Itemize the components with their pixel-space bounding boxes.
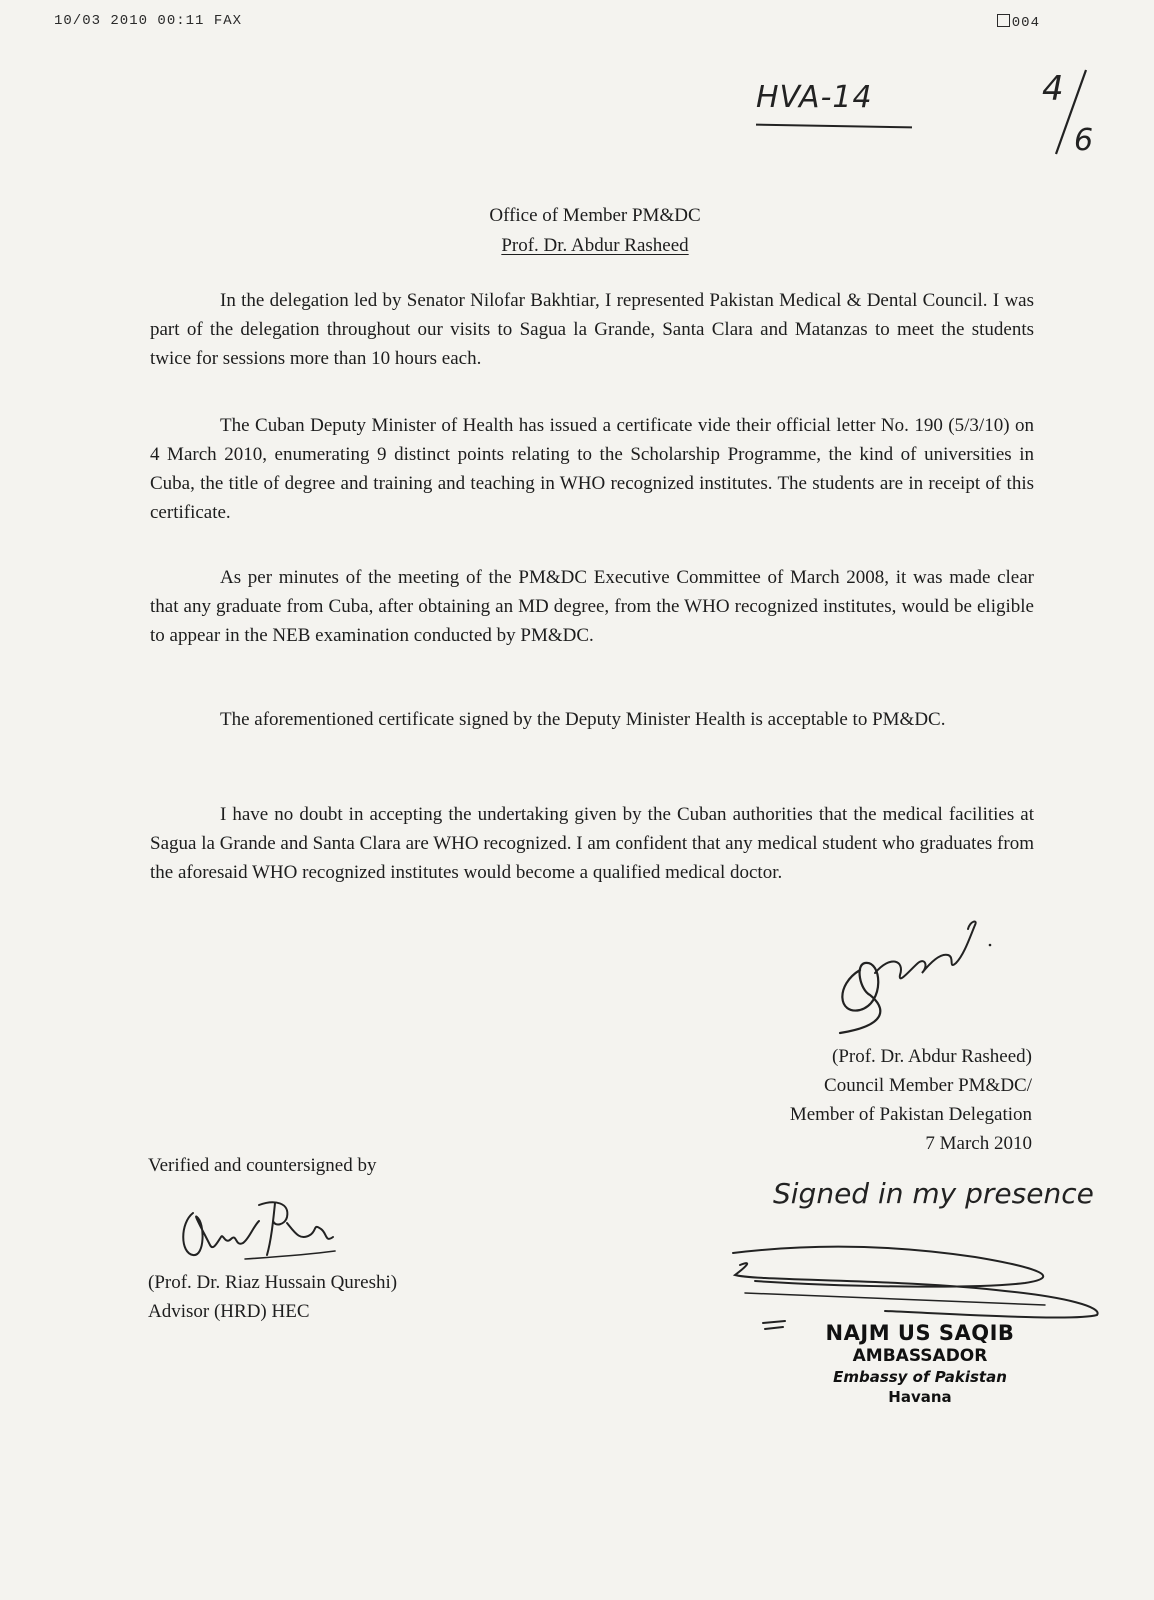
fax-transmission-header: 10/03 2010 00:11 FAX [54,13,243,29]
paragraph-delegation [150,286,1034,373]
fax-page-number-value: 004 [1011,15,1040,31]
signatory-date: 7 March 2010 [925,1133,1032,1154]
verifier-title: Advisor (HRD) HEC [148,1301,310,1322]
fraction-denominator: 6 [1074,123,1094,157]
fax-checkbox-icon [997,14,1010,27]
paragraph-text: I have no doubt in accepting the undertaking given by the Cuban authorities that the medical facilities at Sagua la Grande and Santa Clara are WHO recognized. I am confident that any medical student who graduates from the aforesaid WHO recognized institutes would become a qualified medical doctor. [150,804,1034,883]
fraction-numerator: 4 [1042,69,1064,109]
stamp-city: Havana [888,1388,952,1406]
verification-label: Verified and countersigned by [148,1155,377,1176]
handwritten-reference: HVA-14 [756,80,873,115]
office-holder-name-text: Prof. Dr. Abdur Rasheed [501,235,689,256]
stamp-designation: AMBASSADOR [852,1346,988,1366]
paragraph-text: As per minutes of the meeting of the PM&DC Executive Committee of March 2008, it was made clear that any graduate from Cuba, after obtaining an MD degree, from the WHO recognized institutes, would be eligible to appear in the NEB examination conducted by PM&DC. [150,567,1034,646]
paragraph-text: In the delegation led by Senator Nilofar Bakhtiar, I represented Pakistan Medical & Dental Council. I was part of the delegation throughout our visits to Sagua la Grande, Santa Clara and Matanzas to meet the students twice for sessions more than 10 hours each. [150,290,1034,369]
paragraph-acceptance [150,705,1034,734]
paragraph-confidence [150,800,1034,887]
signatory-title-2: Member of Pakistan Delegation [789,1104,1032,1125]
signature-rasheed [830,915,1000,1040]
signatory-block-qureshi [148,1268,397,1326]
stamp-name: NAJM US SAQIB [825,1321,1015,1345]
office-holder-name [18,235,1154,257]
handwritten-page-fraction [1038,62,1098,157]
stamp-embassy: Embassy of Pakistan [833,1368,1007,1386]
signature-qureshi [175,1193,345,1271]
paragraph-certificate [150,411,1034,527]
verifier-name: (Prof. Dr. Riaz Hussain Qureshi) [148,1272,398,1293]
ambassador-stamp [790,1320,1050,1407]
handwritten-signed-in-presence: Signed in my presence [773,1177,1094,1210]
fax-page-number [997,14,1040,31]
paragraph-text: The Cuban Deputy Minister of Health has issued a certificate vide their official letter No. 190 (5/3/10) on 4 March 2010, enumerating 9 distinct points relating to the Scholarship Programme, the kind of universities in Cuba, the title of degree and training and teaching in WHO recognized institutes. The students are in receipt of this certificate. [150,415,1034,523]
handwritten-reference-underline [756,124,912,129]
signatory-title-1: Council Member PM&DC/ [824,1075,1032,1096]
paragraph-text: The aforementioned certificate signed by the Deputy Minister Health is acceptable to PM&DC. [220,709,946,730]
signatory-name: (Prof. Dr. Abdur Rasheed) [832,1046,1032,1067]
office-title: Office of Member PM&DC [489,205,701,226]
signatory-block-rasheed [790,1042,1032,1158]
paragraph-minutes [150,563,1034,650]
